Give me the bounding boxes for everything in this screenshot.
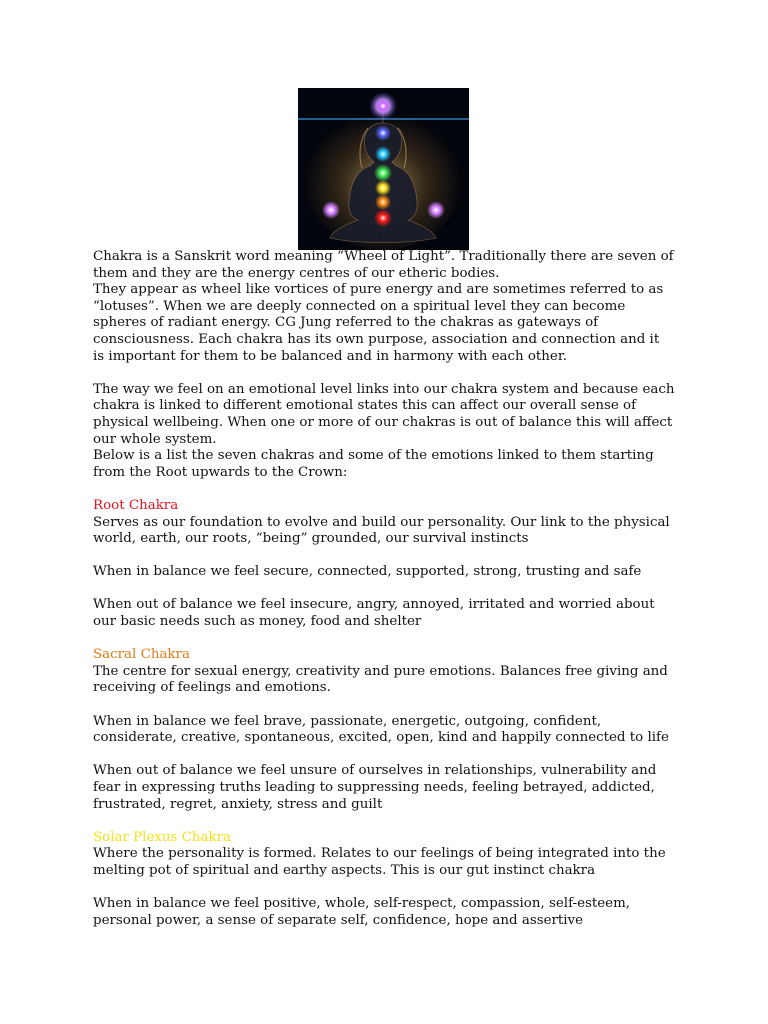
paragraph-spacer (93, 697, 683, 714)
paragraph-spacer (93, 581, 683, 598)
solar-plexus-chakra-in-balance: When in balance we feel positive, whole, self-respect, compassion, self-esteem, personal power, a sense of separate self, confidence, hope and assertive (93, 896, 631, 928)
paragraph-spacer (93, 365, 683, 382)
root-chakra-out-of-balance: When out of balance we feel insecure, angry, annoyed, irritated and worried about our basic needs such as money, food and shelter (93, 597, 655, 630)
sacral-chakra-out-of-balance: When out of balance we feel unsure of ourselves in relationships, vulnerability and fear in expressing truths leading to suppressing needs, feeling betrayed, addicted, frustrated, regret, anxiety, stress and guilt (93, 763, 657, 812)
sacral-chakra-heading: Sacral Chakra (93, 647, 190, 663)
sacral-chakra-description: The centre for sexual energy, creativity and pure emotions. Balances free giving and receiving of feelings and emotions. (93, 663, 668, 696)
meditating-figure-icon (298, 88, 469, 250)
intro-paragraph-2: The way we feel on an emotional level links into our chakra system and because each chakra is linked to different emotional states this can affect our overall sense of physical wellbeing. When one or more of our chakras is out of balance this will affect our whole system. Below is a list the seven chakras and some of the emotions linked to them starting from the Root upwards to the Crown: (93, 381, 675, 480)
paragraph-spacer (93, 631, 683, 648)
article-body (93, 249, 683, 929)
paragraph-spacer (93, 813, 683, 830)
root-chakra-in-balance: When in balance we feel secure, connected, supported, strong, trusting and safe (93, 564, 642, 580)
paragraph-spacer (93, 548, 683, 565)
solar-plexus-chakra-heading: Solar Plexus Chakra (93, 829, 232, 845)
solar-plexus-chakra-description: Where the personality is formed. Relates to our feelings of being integrated into the melting pot of spiritual and earthy aspects. This is our gut instinct chakra (93, 846, 666, 878)
sacral-chakra-in-balance: When in balance we feel brave, passionate, energetic, outgoing, confident, considerate, creative, spontaneous, excited, open, kind and happily connected to life (93, 713, 669, 746)
paragraph-spacer (93, 747, 683, 764)
root-chakra-heading: Root Chakra (93, 497, 179, 513)
root-chakra-description: Serves as our foundation to evolve and build our personality. Our link to the physical world, earth, our roots, “being” grounded, our survival instincts (93, 514, 670, 547)
chakra-meditation-image (298, 88, 469, 250)
paragraph-spacer (93, 880, 683, 897)
intro-paragraph-1: Chakra is a Sanskrit word meaning “Wheel of Light”. Traditionally there are seven of them and they are the energy centres of our etheric bodies. They appear as wheel like vortices of pure energy and are sometimes referred to as “lotuses”. When we are deeply connected on a spiritual level they can become spheres of radiant energy. CG Jung referred to the chakras as gateways of consciousness. Each chakra has its own purpose, association and connection and it is important for them to be balanced and in harmony with each other. (93, 249, 674, 364)
paragraph-spacer (93, 481, 683, 498)
